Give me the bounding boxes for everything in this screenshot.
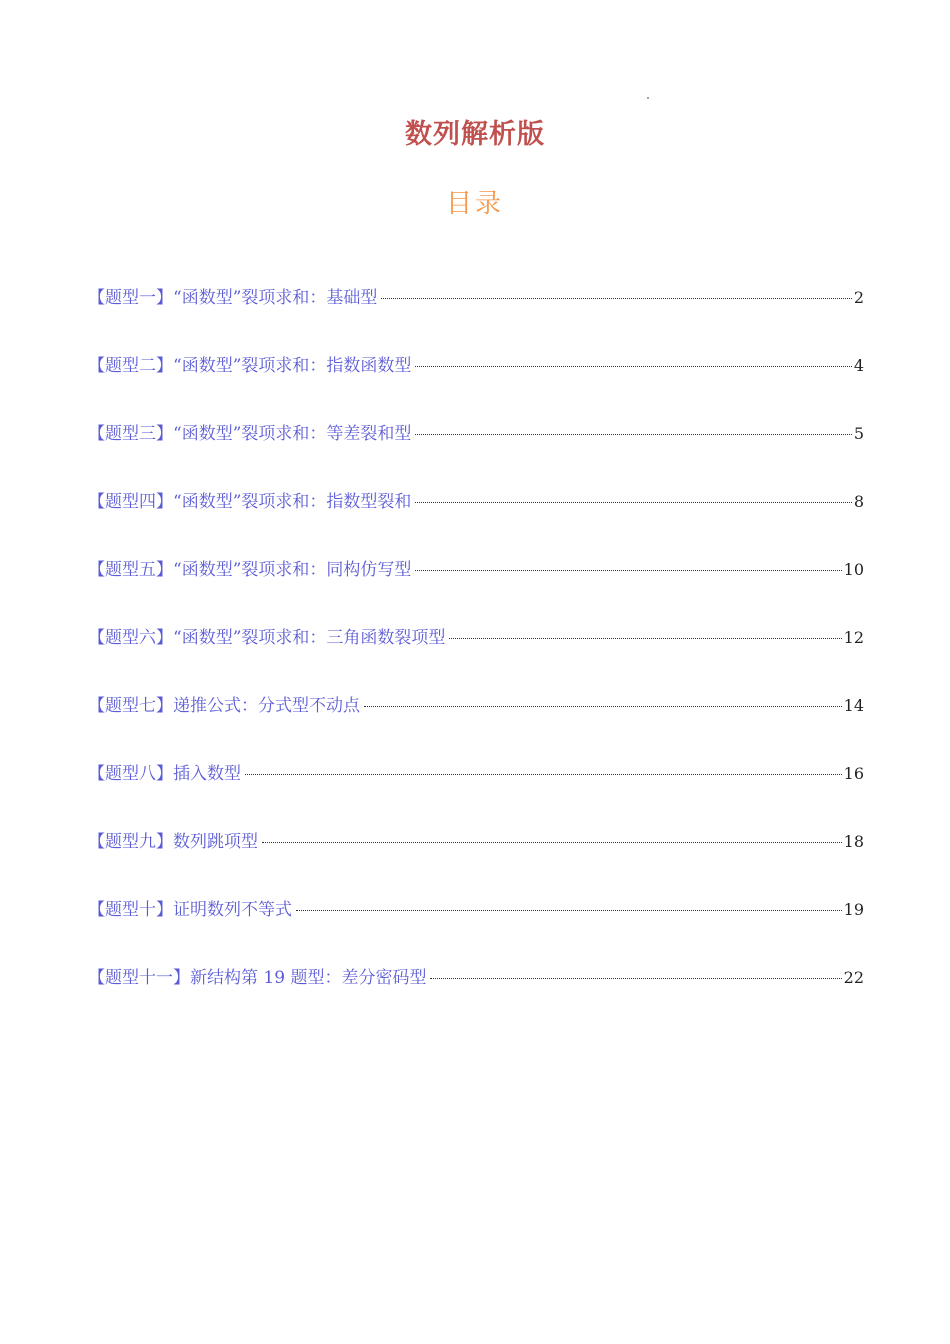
toc-entry-1[interactable]: [88, 283, 864, 351]
toc-entry-label: 【题型九】数列跳项型: [88, 832, 258, 852]
toc-entry-label: 【题型八】插入数型: [88, 764, 241, 784]
toc-dot-leader: [364, 706, 842, 707]
toc-page-number: 5: [853, 424, 864, 443]
document-title: 数列解析版: [405, 119, 545, 150]
toc-entry-9[interactable]: [88, 827, 864, 895]
toc-entry-label: 【题型三】“函数型”裂项求和：等差裂和型: [88, 424, 412, 444]
toc-page-number: 18: [843, 832, 864, 851]
toc-entry-5[interactable]: [88, 555, 864, 623]
toc-entry-7[interactable]: [88, 691, 864, 759]
toc-dot-leader: [415, 366, 851, 367]
toc-entry-10[interactable]: [88, 895, 864, 963]
toc-page-number: 14: [843, 696, 864, 715]
toc-page-number: 19: [843, 900, 864, 919]
toc-page-number: 4: [853, 356, 864, 375]
toc-page-number: 16: [843, 764, 864, 783]
stray-dot-mark: [647, 97, 649, 99]
toc-entry-label: 【题型二】“函数型”裂项求和：指数函数型: [88, 356, 412, 376]
toc-dot-leader: [415, 502, 851, 503]
toc-entry-4[interactable]: [88, 487, 864, 555]
toc-page-number: 10: [843, 560, 864, 579]
toc-dot-leader: [449, 638, 841, 639]
toc-entry-6[interactable]: [88, 623, 864, 691]
table-of-contents: [88, 283, 864, 1031]
toc-entry-label: 【题型十】证明数列不等式: [88, 900, 292, 920]
toc-page-number: 12: [843, 628, 864, 647]
toc-entry-11[interactable]: [88, 963, 864, 1031]
toc-entry-8[interactable]: [88, 759, 864, 827]
toc-entry-label: 【题型一】“函数型”裂项求和：基础型: [88, 288, 378, 308]
toc-heading: 目录: [445, 189, 504, 219]
toc-page-number: 8: [853, 492, 864, 511]
toc-entry-2[interactable]: [88, 351, 864, 419]
toc-dot-leader: [430, 978, 841, 979]
toc-dot-leader: [381, 298, 851, 299]
toc-page-number: 2: [853, 288, 864, 307]
toc-entry-label: 【题型五】“函数型”裂项求和：同构仿写型: [88, 560, 412, 580]
toc-dot-leader: [415, 434, 851, 435]
toc-entry-label: 【题型七】递推公式：分式型不动点: [88, 696, 360, 716]
toc-entry-3[interactable]: [88, 419, 864, 487]
toc-entry-label: 【题型六】“函数型”裂项求和：三角函数裂项型: [88, 628, 446, 648]
toc-dot-leader: [262, 842, 842, 843]
toc-dot-leader: [415, 570, 841, 571]
toc-dot-leader: [296, 910, 842, 911]
toc-entry-label: 【题型十一】新结构第 19 题型：差分密码型: [88, 968, 427, 988]
toc-dot-leader: [245, 774, 842, 775]
toc-entry-label: 【题型四】“函数型”裂项求和：指数型裂和: [88, 492, 412, 512]
toc-page-number: 22: [843, 968, 864, 987]
